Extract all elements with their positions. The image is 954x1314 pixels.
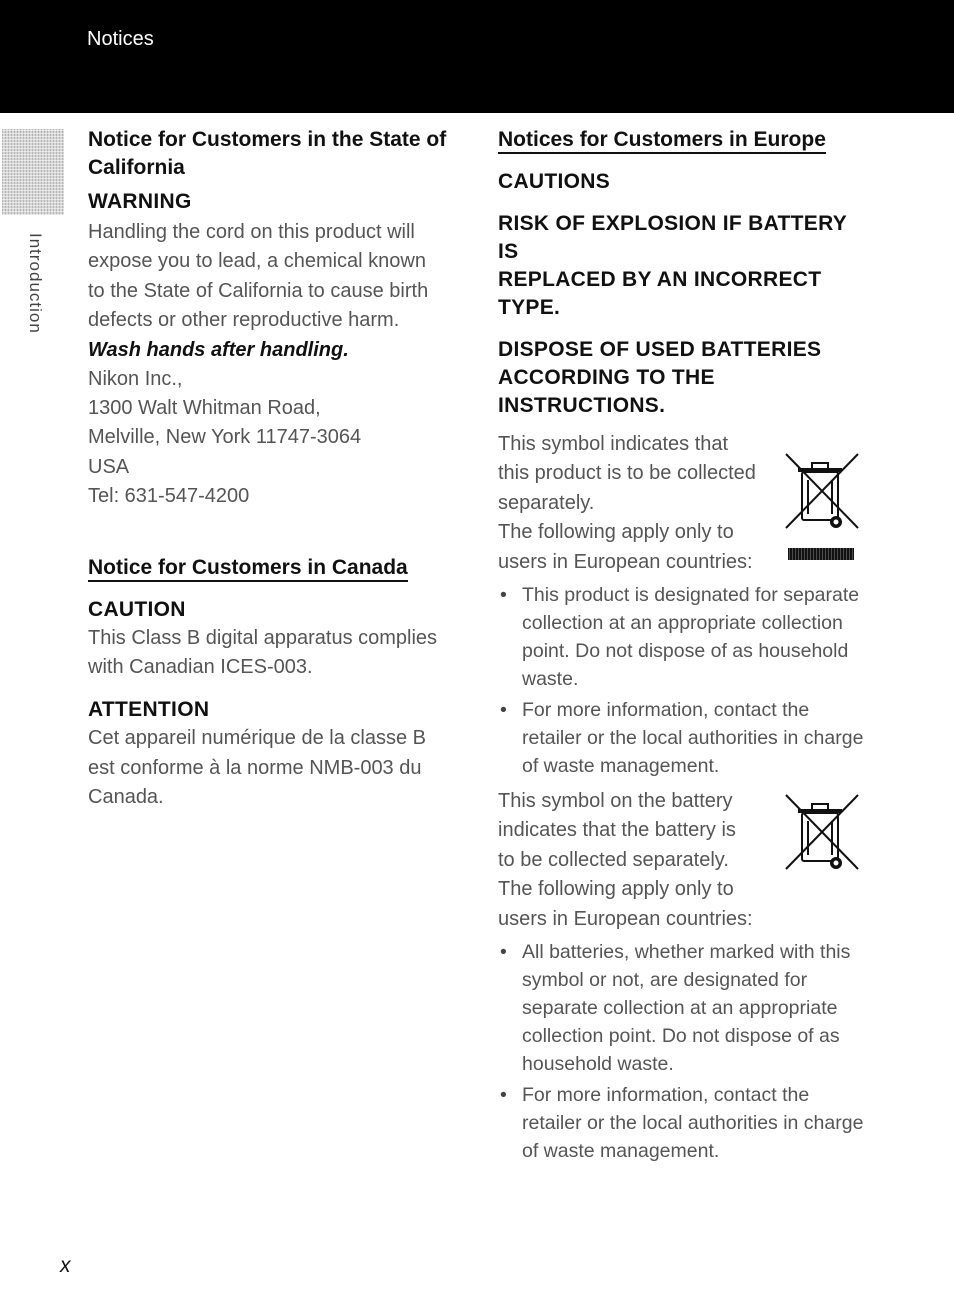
address-line: Nikon Inc., bbox=[88, 367, 183, 390]
symbol-line: users in European countries: bbox=[498, 550, 753, 573]
canada-notice-title bbox=[88, 554, 460, 582]
address-line: USA bbox=[88, 455, 130, 478]
risk-line: REPLACED BY AN INCORRECT bbox=[498, 268, 822, 291]
left-column bbox=[88, 126, 460, 813]
symbol-line: The following apply only to bbox=[498, 878, 734, 901]
symbol-line: users in European countries: bbox=[498, 907, 753, 930]
address-line: Tel: 631-547-4200 bbox=[88, 485, 250, 508]
crossed-out-battery-bin-icon bbox=[780, 791, 862, 881]
list-item bbox=[498, 938, 870, 1078]
right-column bbox=[498, 126, 870, 1165]
warning-line: defects or other reproductive harm. bbox=[88, 309, 400, 332]
cautions-heading: CAUTIONS bbox=[498, 170, 611, 193]
header-title: Notices bbox=[87, 28, 154, 50]
risk-warning bbox=[498, 210, 870, 322]
symbol-line: this product is to be collected bbox=[498, 462, 756, 485]
europe-notice-title bbox=[498, 126, 870, 154]
product-disposal-list bbox=[498, 581, 870, 780]
dispose-line: ACCORDING TO THE bbox=[498, 366, 715, 389]
caution-heading: CAUTION bbox=[88, 597, 186, 621]
europe-notice-title-text: Notices for Customers in Europe bbox=[498, 128, 826, 154]
caution-line: This Class B digital apparatus complies bbox=[88, 626, 438, 649]
caution-text bbox=[88, 624, 460, 683]
list-item-text: This product is designated for separate collection at an appropriate collection point. Do not dispose of as household waste. bbox=[522, 584, 860, 691]
attention-heading: ATTENTION bbox=[88, 698, 210, 722]
list-item-text: All batteries, whether marked with this symbol or not, are designated for separate collection at an appropriate collection point. Do not dispose of as household waste. bbox=[522, 941, 851, 1076]
symbol-line: This symbol on the battery bbox=[498, 790, 733, 813]
bullet-icon: • bbox=[500, 1084, 507, 1107]
list-item-text: For more information, contact the retailer or the local authorities in charge of waste management. bbox=[522, 1084, 864, 1163]
warning-line: expose you to lead, a chemical known bbox=[88, 250, 426, 273]
symbol-line: separately. bbox=[498, 491, 595, 514]
section-tab-label: Introduction bbox=[26, 233, 45, 334]
california-notice-title: Notice for Customers in the State of California bbox=[88, 128, 447, 179]
warning-text bbox=[88, 218, 460, 336]
bullet-icon: • bbox=[500, 941, 507, 964]
battery-disposal-list bbox=[498, 938, 870, 1165]
attention-line: est conforme à la norme NMB-003 du bbox=[88, 756, 422, 779]
symbol-line: to be collected separately. bbox=[498, 848, 729, 871]
symbol-line: This symbol indicates that bbox=[498, 433, 729, 455]
bullet-icon: • bbox=[500, 584, 507, 607]
attention-line: Cet appareil numérique de la classe B bbox=[88, 727, 426, 750]
warning-line: to the State of California to cause birth bbox=[88, 279, 429, 302]
bullet-icon: • bbox=[500, 699, 507, 722]
section-tab bbox=[2, 129, 64, 215]
battery-symbol-notice bbox=[498, 787, 870, 934]
canada-notice-title-text: Notice for Customers in Canada bbox=[88, 556, 408, 582]
page-header bbox=[0, 0, 954, 113]
list-item-text: For more information, contact the retailer or the local authorities in charge of waste management. bbox=[522, 699, 864, 778]
symbol-line: indicates that the battery is bbox=[498, 819, 736, 842]
warning-line: Handling the cord on this product will bbox=[88, 221, 415, 243]
dispose-line: DISPOSE OF USED BATTERIES bbox=[498, 338, 822, 361]
page-number: x bbox=[60, 1254, 71, 1277]
address-line: 1300 Walt Whitman Road, bbox=[88, 397, 321, 420]
dispose-line: INSTRUCTIONS. bbox=[498, 394, 666, 417]
caution-line: with Canadian ICES-003. bbox=[88, 656, 313, 679]
nikon-address bbox=[88, 365, 460, 512]
list-item bbox=[498, 581, 870, 693]
wash-hands-notice: Wash hands after handling. bbox=[88, 338, 349, 361]
crossed-out-wheelie-bin-icon bbox=[780, 450, 862, 570]
attention-line: Canada. bbox=[88, 786, 164, 809]
product-symbol-notice bbox=[498, 430, 870, 577]
dispose-warning bbox=[498, 336, 870, 420]
address-line: Melville, New York 11747-3064 bbox=[88, 426, 362, 449]
list-item bbox=[498, 696, 870, 780]
risk-line: TYPE. bbox=[498, 296, 561, 319]
risk-line: RISK OF EXPLOSION IF BATTERY IS bbox=[498, 212, 847, 263]
symbol-line: The following apply only to bbox=[498, 521, 734, 544]
list-item bbox=[498, 1081, 870, 1165]
warning-heading: WARNING bbox=[88, 190, 192, 213]
attention-text bbox=[88, 724, 460, 812]
